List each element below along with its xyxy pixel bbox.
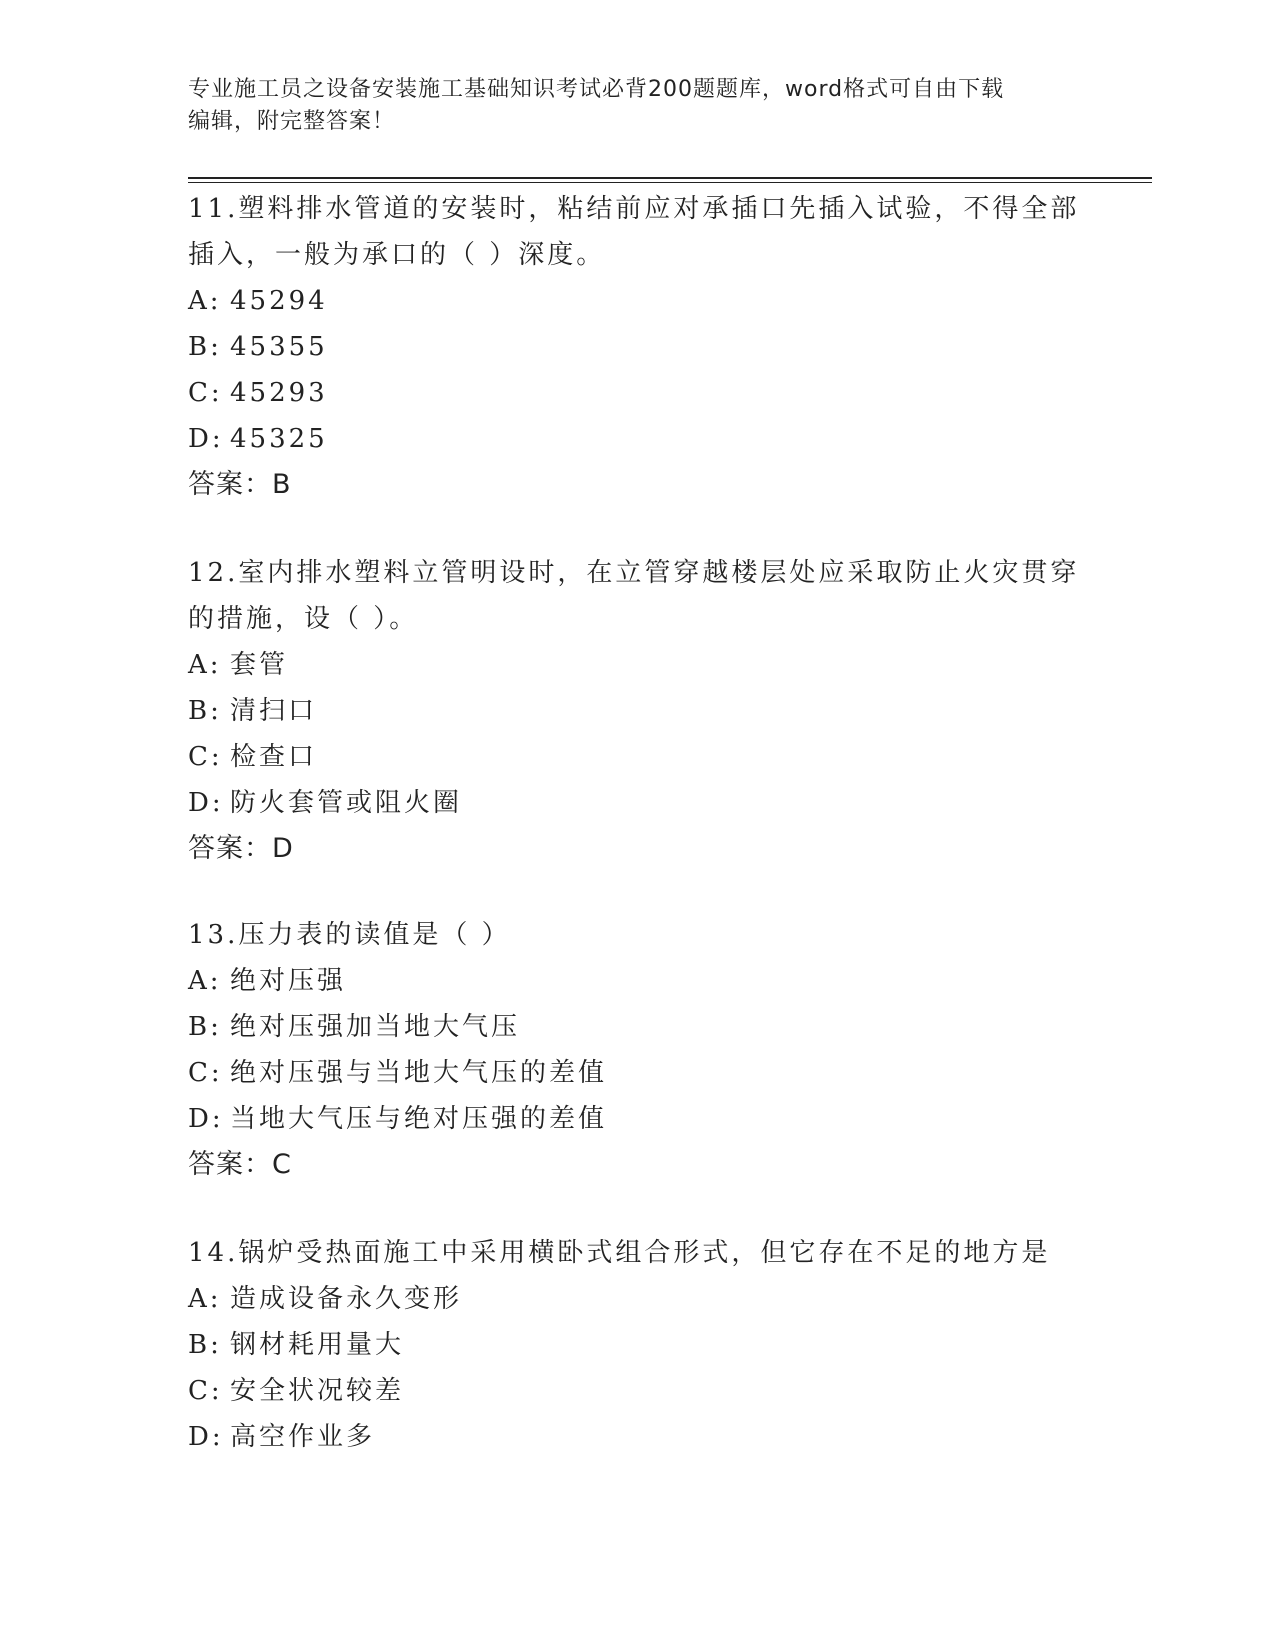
option-value: 检查口 bbox=[230, 742, 318, 772]
option-c bbox=[188, 734, 1088, 780]
option-key: D: bbox=[188, 424, 224, 454]
option-value: 绝对压强与当地大气压的差值 bbox=[230, 1058, 608, 1088]
option-key: C: bbox=[188, 1058, 223, 1088]
option-key: C: bbox=[188, 742, 223, 772]
option-value: 当地大气压与绝对压强的差值 bbox=[230, 1104, 608, 1134]
option-a bbox=[188, 958, 1088, 1004]
option-key: C: bbox=[188, 378, 223, 408]
option-key: D: bbox=[188, 1104, 224, 1134]
option-value: 45293 bbox=[230, 378, 328, 408]
option-key: D: bbox=[188, 788, 224, 818]
question-text: 12.室内排水塑料立管明设时，在立管穿越楼层处应采取防止火灾贯穿 bbox=[188, 558, 1080, 588]
header-divider-thick bbox=[188, 177, 1152, 179]
option-value: 防火套管或阻火圈 bbox=[230, 788, 463, 818]
question-14 bbox=[188, 1230, 1088, 1460]
answer-line: 答案：C bbox=[188, 1149, 292, 1180]
option-value: 绝对压强 bbox=[230, 966, 347, 996]
question-text-continued: 插入，一般为承口的（ ）深度。 bbox=[188, 240, 606, 270]
option-key: B: bbox=[188, 1012, 222, 1042]
option-value: 套管 bbox=[230, 650, 289, 680]
option-key: A: bbox=[188, 286, 222, 316]
option-value: 清扫口 bbox=[230, 696, 318, 726]
option-d bbox=[188, 1414, 1088, 1460]
option-key: C: bbox=[188, 1376, 223, 1406]
question-text: 13.压力表的读值是（ ） bbox=[188, 920, 511, 950]
option-value: 45325 bbox=[230, 424, 328, 454]
option-c bbox=[188, 1368, 1088, 1414]
option-d bbox=[188, 416, 1088, 462]
question-text: 14.锅炉受热面施工中采用横卧式组合形式，但它存在不足的地方是 bbox=[188, 1238, 1051, 1268]
option-b bbox=[188, 688, 1088, 734]
option-a bbox=[188, 278, 1088, 324]
option-d bbox=[188, 780, 1088, 826]
question-text: 11.塑料排水管道的安装时，粘结前应对承插口先插入试验，不得全部 bbox=[188, 194, 1080, 224]
option-c bbox=[188, 1050, 1088, 1096]
option-value: 钢材耗用量大 bbox=[230, 1330, 405, 1360]
document-header bbox=[188, 74, 1088, 138]
option-b bbox=[188, 1322, 1088, 1368]
option-key: A: bbox=[188, 1284, 222, 1314]
option-value: 高空作业多 bbox=[230, 1422, 376, 1452]
option-key: B: bbox=[188, 332, 222, 362]
question-13 bbox=[188, 912, 1088, 1188]
option-value: 45294 bbox=[230, 286, 328, 316]
option-key: A: bbox=[188, 966, 222, 996]
option-a bbox=[188, 1276, 1088, 1322]
option-b bbox=[188, 324, 1088, 370]
header-line-1: 专业施工员之设备安装施工基础知识考试必背200题题库，word格式可自由下载 bbox=[188, 77, 1005, 102]
option-d bbox=[188, 1096, 1088, 1142]
question-11 bbox=[188, 186, 1088, 508]
option-key: B: bbox=[188, 696, 222, 726]
option-value: 45355 bbox=[230, 332, 328, 362]
option-b bbox=[188, 1004, 1088, 1050]
option-c bbox=[188, 370, 1088, 416]
answer-line: 答案：B bbox=[188, 469, 292, 500]
header-line-2: 编辑，附完整答案！ bbox=[188, 109, 396, 134]
option-a bbox=[188, 642, 1088, 688]
option-value: 安全状况较差 bbox=[230, 1376, 405, 1406]
option-key: A: bbox=[188, 650, 222, 680]
option-key: D: bbox=[188, 1422, 224, 1452]
answer-line: 答案：D bbox=[188, 833, 294, 864]
option-value: 造成设备永久变形 bbox=[230, 1284, 463, 1314]
header-divider-thin bbox=[188, 182, 1152, 183]
question-text-continued: 的措施，设（ ）。 bbox=[188, 604, 419, 634]
option-key: B: bbox=[188, 1330, 222, 1360]
option-value: 绝对压强加当地大气压 bbox=[230, 1012, 521, 1042]
question-12 bbox=[188, 550, 1088, 872]
